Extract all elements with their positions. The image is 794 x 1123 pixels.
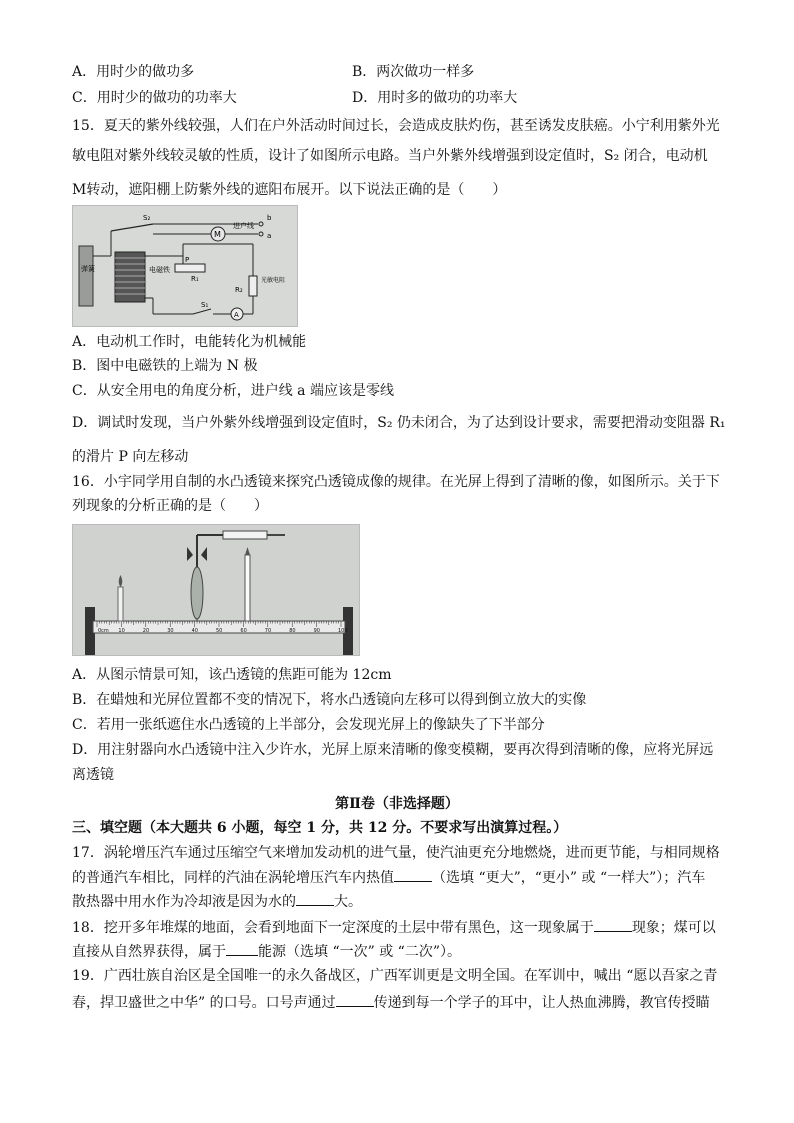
q17-line2 xyxy=(72,867,705,888)
part2-title: 第Ⅱ卷（非选择题） xyxy=(335,796,459,812)
q14-option-b: B．两次做功一样多 xyxy=(352,64,475,80)
spring-label: 弹簧 xyxy=(81,265,95,273)
q15-circuit-figure xyxy=(72,205,298,327)
q17-line1: 17．涡轮增压汽车通过压缩空气来增加发动机的进气量，使汽油更充分地燃烧，进而更节能，与相同规格 xyxy=(72,845,720,861)
q17-line3 xyxy=(72,891,362,912)
q18-line1-text-a: 18．挖开多年堆煤的地面，会看到地面下一定深度的土层中带有黑色，这一现象属于 xyxy=(72,920,594,936)
q16-stem-line2: 列现象的分析正确的是（ ） xyxy=(72,498,268,514)
terminal-a-label: a xyxy=(267,232,272,240)
r1-label: R₁ xyxy=(191,275,199,283)
q14-option-d: D．用时多的做功的功率大 xyxy=(352,90,518,106)
q18-line2-text-a: 直接从自然界获得，属于 xyxy=(72,944,226,960)
s1-label: S₁ xyxy=(201,301,209,309)
q17-line2-text-b: （选填 “更大”，“更小” 或 “一样大”）；汽车 xyxy=(432,870,706,886)
q16-stem-line1: 16．小宇同学用自制的水凸透镜来探究凸透镜成像的规律。在光屏上得到了清晰的像，如图所示。关于下 xyxy=(72,474,720,490)
q15-option-a: A．电动机工作时，电能转化为机械能 xyxy=(72,334,307,350)
q15-stem-line1: 15．夏天的紫外线较强，人们在户外活动时间过长，会造成皮肤灼伤，甚至诱发皮肤癌。小宁利用紫外光 xyxy=(72,118,720,134)
q18-line2 xyxy=(72,941,461,962)
q15-option-b: B．图中电磁铁的上端为 N 极 xyxy=(72,358,258,374)
ruler-tick-label: 90 xyxy=(313,628,320,634)
q18-line1 xyxy=(72,917,716,938)
ruler-tick-label: 0cm xyxy=(98,628,109,634)
incoming-line-label: 进户线 xyxy=(233,222,254,230)
ruler-tick-label: 50 xyxy=(216,628,223,634)
ruler-tick-label: 30 xyxy=(167,628,174,634)
q17-line3-text-b: 大。 xyxy=(334,894,362,910)
q19-line1: 19．广西壮族自治区是全国唯一的永久备战区，广西军训更是文明全国。在军训中，喊出 “愿以吾家之青 xyxy=(72,968,718,984)
q17-line3-text-a: 散热器中用水作为冷却液是因为水的 xyxy=(72,894,296,910)
section3-title: 三、填空题（本大题共 6 小题，每空 1 分，共 12 分。不要求写出演算过程。） xyxy=(72,820,568,836)
q16-optical-bench-figure xyxy=(72,524,360,656)
q15-stem-line2: 敏电阻对紫外线较灵敏的性质，设计了如图所示电路。当户外紫外线增强到设定值时，S₂ 闭合，电动机 xyxy=(72,148,708,164)
ruler-tick-label: 60 xyxy=(240,628,247,634)
q18-line1-text-b: 现象；煤可以 xyxy=(631,920,716,936)
q18-blank-1[interactable] xyxy=(594,917,632,932)
photo-resistor-label: 光敏电阻 xyxy=(261,277,286,284)
q18-blank-2[interactable] xyxy=(226,941,258,956)
q19-line2-text-a: 春，捍卫盛世之中华” 的口号。口号声通过 xyxy=(72,995,336,1011)
q17-line2-text-a: 的普通汽车相比，同样的汽油在涡轮增压汽车内热值 xyxy=(72,870,394,886)
terminal-b-label: b xyxy=(267,214,272,222)
q14-option-c: C．用时少的做功的功率大 xyxy=(72,90,237,106)
ruler-tick-label: 80 xyxy=(289,628,296,634)
q16-option-a: A．从图示情景可知，该凸透镜的焦距可能为 12cm xyxy=(72,667,392,683)
ruler-tick-label: 40 xyxy=(191,628,198,634)
q15-option-c: C．从安全用电的角度分析，进户线 a 端应该是零线 xyxy=(72,383,394,399)
q16-option-c: C．若用一张纸遮住水凸透镜的上半部分，会发现光屏上的像缺失了下半部分 xyxy=(72,717,545,733)
q19-line2-text-b: 传递到每一个学子的耳中，让人热血沸腾，教官传授瞄 xyxy=(373,995,710,1011)
optical-bench-diagram xyxy=(73,525,359,655)
q17-blank-2[interactable] xyxy=(296,891,334,906)
q15-option-d-line2: 的滑片 P 向左移动 xyxy=(72,449,189,465)
q17-blank-1[interactable] xyxy=(394,867,432,882)
ammeter-label: A xyxy=(234,311,239,319)
q15-stem-line3: M转动，遮阳棚上防紫外线的遮阳布展开。以下说法正确的是（ ） xyxy=(72,182,507,198)
circuit-diagram xyxy=(73,206,297,326)
ruler-tick-label: 20 xyxy=(142,628,150,634)
q16-option-d-line1: D．用注射器向水凸透镜中注入少许水，光屏上原来清晰的像变模糊，要再次得到清晰的像，应将光屏远 xyxy=(72,742,714,758)
electromagnet-label: 电磁铁 xyxy=(149,266,170,274)
ruler-tick-label: 10 xyxy=(118,628,125,634)
q19-blank-1[interactable] xyxy=(336,992,374,1007)
q19-line2 xyxy=(72,992,710,1013)
q16-option-b: B．在蜡烛和光屏位置都不变的情况下，将水凸透镜向左移可以得到倒立放大的实像 xyxy=(72,692,587,708)
motor-label: M xyxy=(214,230,221,239)
q15-option-d-line1: D．调试时发现，当户外紫外线增强到设定值时，S₂ 仍未闭合，为了达到设计要求，需要把滑动变阻器 R₁ xyxy=(72,415,726,431)
s2-label: S₂ xyxy=(143,214,151,222)
q18-line2-text-b: 能源（选填 “一次” 或 “二次”）。 xyxy=(258,944,461,960)
r2-label: R₂ xyxy=(235,286,243,294)
q14-option-a: A．用时少的做功多 xyxy=(72,64,195,80)
ruler-tick-label: 100 xyxy=(338,628,348,634)
q16-option-d-line2: 离透镜 xyxy=(72,767,114,783)
slider-p-label: P xyxy=(185,256,190,264)
ruler-tick-label: 70 xyxy=(264,628,272,634)
